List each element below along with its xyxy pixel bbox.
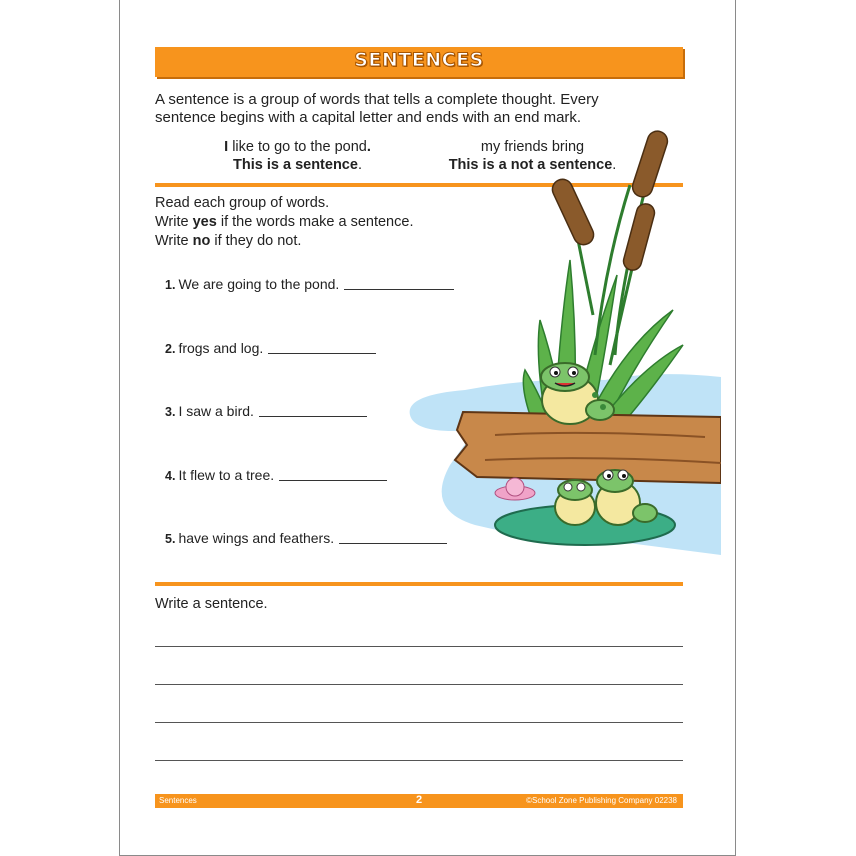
question-1: 1. We are going to the pond. [165,276,454,292]
answer-blank-2[interactable] [268,353,376,354]
page-number: 2 [415,794,423,806]
pond-illustration [405,115,721,575]
example-sentence-text: like to go to the pond [228,139,367,155]
answer-blank-3[interactable] [259,416,367,417]
instructions [155,194,413,251]
instruction-line-2: Write yes if the words make a sentence. [155,214,414,230]
question-5: 5. have wings and feathers. [165,530,447,546]
example-non-sentence-label: This is a not a sentence [448,157,613,173]
question-3: 3. I saw a bird. [165,403,367,419]
example-sentence [190,138,405,174]
example-capital: I [224,139,229,155]
instruction-line-3: Write no if they do not. [155,233,302,249]
page-title: SENTENCES [354,49,484,71]
answer-blank-4[interactable] [279,480,387,481]
writing-line-3[interactable] [155,722,683,723]
writing-line-2[interactable] [155,684,683,685]
footer-section: Sentences [159,796,197,805]
instruction-line-1: Read each group of words. [155,195,330,211]
log-icon [455,412,721,483]
example-non-sentence-text: my friends bring [480,139,585,155]
question-2: 2. frogs and log. [165,340,376,356]
example-sentence-label: This is a sentence [233,157,358,173]
writing-line-4[interactable] [155,760,683,761]
intro-paragraph: A sentence is a group of words that tells a complete thought. Every sentence begins with a capital letter and ends with an end mark. [155,91,599,126]
write-sentence-label: Write a sentence. [155,596,268,612]
writing-line-1[interactable] [155,646,683,647]
example-end-mark: . [366,139,371,155]
question-4: 4. It flew to a tree. [165,467,387,483]
example-non-sentence-label-end: . [612,157,617,173]
footer-copyright: ©School Zone Publishing Company 02238 [526,796,677,805]
footer-bar [155,794,683,808]
example-sentence-label-end: . [357,157,362,173]
divider-bottom [155,582,683,586]
cattail-icon [549,129,670,273]
